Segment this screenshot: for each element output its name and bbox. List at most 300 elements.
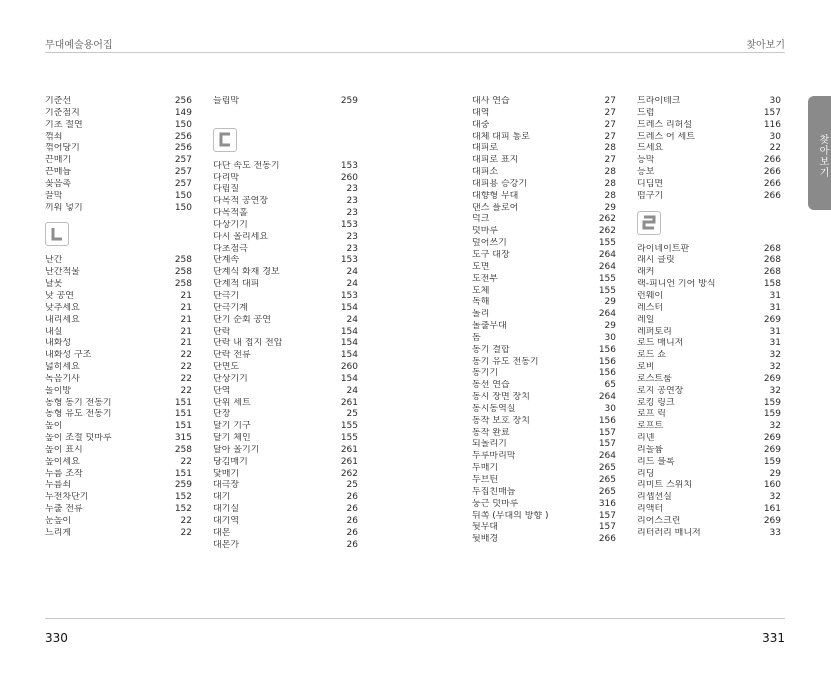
index-term: 리놀륨 [637,444,664,455]
index-page-ref: 264 [598,261,616,272]
index-entry [45,457,192,469]
index-page-ref: 152 [174,504,192,515]
index-term: 리어스크린 [637,516,681,526]
index-entry [637,155,781,167]
header-divider [45,52,785,53]
index-term: 녹음기사 [45,373,80,384]
index-page-ref: 31 [769,290,781,301]
index-entry [637,386,781,398]
index-term: 드레스 리허설 [637,119,693,130]
index-term: 기준선 [45,96,72,106]
index-page-ref: 23 [346,243,358,254]
index-page-ref: 150 [174,202,192,213]
index-entry [213,492,358,504]
index-term: 대피로 [472,143,499,154]
index-page-ref: 151 [174,409,192,420]
section-letter-icon [637,211,661,235]
index-term: 리터러리 매니저 [637,527,701,538]
index-term: 끈매기 [45,155,72,166]
index-entry [45,327,192,339]
index-term: 높이 [45,421,63,432]
index-entry [472,392,616,404]
index-page-ref: 25 [346,409,358,420]
index-term: 리드 블록 [637,456,675,467]
index-entry [637,362,781,374]
side-index-tab-label: 찾아보기 [817,134,828,178]
index-term: 대극장 [213,480,240,491]
index-page-ref: 269 [763,373,781,384]
index-entry [637,267,781,279]
index-entry [472,214,616,226]
index-entry [45,291,192,303]
index-term: 둥근 덧마루 [472,498,519,509]
index-page-ref: 151 [174,397,192,408]
index-entry [637,374,781,386]
index-term: 눈높이 [45,516,72,526]
index-term: 도체 [472,285,490,296]
index-page-ref: 26 [346,504,358,515]
index-entry [472,333,616,345]
index-page-ref: 31 [769,302,781,313]
index-term: 로드 매니저 [637,338,684,349]
index-entry [637,469,781,481]
index-page-ref: 157 [598,439,616,450]
index-term: 높이 표시 [45,444,83,455]
index-term: 끈매듭 [45,167,72,178]
index-page-ref: 156 [598,415,616,426]
index-term: 레일 [637,314,655,325]
index-page-ref: 27 [604,107,616,118]
index-entry [472,463,616,475]
index-page-ref: 155 [340,433,358,444]
index-page-ref: 266 [763,167,781,178]
index-page-ref: 257 [174,155,192,166]
index-entry [45,386,192,398]
index-term: 댄스 플로어 [472,202,519,213]
index-entry [472,428,616,440]
index-term: 동선 연습 [472,380,510,391]
index-page-ref: 158 [763,279,781,290]
index-page-ref: 26 [346,539,358,550]
index-page-ref: 26 [346,492,358,503]
index-page-ref: 262 [598,214,616,225]
index-entry [637,108,781,120]
index-entry [637,457,781,469]
index-page-ref: 265 [598,475,616,485]
index-page-ref: 268 [763,243,781,254]
index-term: 단계속 [213,255,240,266]
index-term: 대기역 [213,516,240,526]
index-entry [213,327,358,339]
index-entry [637,244,781,256]
index-term: 달아 올기기 [213,444,260,455]
index-entry [213,421,358,433]
index-term: 누전차단기 [45,492,89,503]
index-entry [213,173,358,185]
index-page-ref: 269 [763,433,781,444]
index-column-1 [45,96,192,540]
index-term: 등보 [637,167,655,178]
index-entry [213,386,358,398]
index-term: 늘림막 [213,96,240,106]
index-page-ref: 269 [763,314,781,325]
running-header-section-title: 찾아보기 [746,40,785,51]
index-entry [213,338,358,350]
index-entry [45,398,192,410]
index-page-ref: 151 [174,421,192,432]
index-term: 되돌리기 [472,439,507,450]
index-page-ref: 259 [340,96,358,106]
index-entry [213,196,358,208]
index-term: 두매기 [472,463,499,474]
index-entry [637,143,781,155]
index-term: 누름 조작 [45,468,83,479]
index-term: 독해 [472,297,490,308]
index-page-ref: 150 [174,119,192,130]
index-page-ref: 264 [598,451,616,462]
index-page-ref: 156 [598,368,616,379]
index-page-ref: 260 [340,172,358,183]
index-entry [637,191,781,203]
index-term: 리셉션실 [637,492,672,503]
index-entry [472,404,616,416]
index-entry [45,255,192,267]
index-term: 뒷배경 [472,534,499,545]
index-page-ref: 29 [604,297,616,308]
index-term: 놀이방 [45,385,72,396]
index-page-ref: 157 [598,427,616,438]
index-entry [637,350,781,362]
index-page-ref: 116 [763,119,781,130]
index-entry [45,374,192,386]
index-entry [213,315,358,327]
index-term: 로킹 링크 [637,397,675,408]
index-term: 대기 [213,492,231,503]
index-entry [45,409,192,421]
index-term: 다상기기 [213,219,248,230]
index-entry [472,439,616,451]
index-page-ref: 316 [598,498,616,509]
index-page-ref: 24 [346,267,358,278]
index-entry [45,362,192,374]
index-entry [45,96,192,108]
index-term: 두집친매듭 [472,486,516,497]
index-page-ref: 154 [340,326,358,337]
index-page-ref: 30 [604,403,616,414]
index-page-ref: 28 [604,167,616,178]
index-page-ref: 27 [604,155,616,166]
index-entry [472,416,616,428]
index-term: 단극기계 [213,302,248,313]
index-entry [637,96,781,108]
index-page-ref: 23 [346,184,358,195]
index-term: 꽂음촉 [45,178,72,189]
index-term: 누름쇠 [45,480,72,491]
index-page-ref: 24 [346,314,358,325]
index-page-ref: 22 [180,350,192,361]
index-page-ref: 28 [604,143,616,154]
index-entry [45,191,192,203]
index-entry [213,362,358,374]
index-term: 래시 클릿 [637,255,675,266]
running-header-book-title: 무대예술용어집 [45,40,113,51]
index-page-ref: 154 [340,350,358,361]
index-term: 단상기기 [213,373,248,384]
index-page-ref: 31 [769,326,781,337]
index-term: 다초점극 [213,243,248,254]
index-term: 동기기 [472,368,499,379]
index-page-ref: 258 [174,444,192,455]
index-page-ref: 32 [769,421,781,432]
index-entry [637,480,781,492]
index-page-ref: 32 [769,350,781,361]
index-term: 도면 [472,261,490,272]
index-page-ref: 155 [340,421,358,432]
index-entry [472,345,616,357]
index-term: 다림질 [213,184,240,195]
index-entry [637,132,781,144]
index-page-ref: 27 [604,131,616,142]
index-entry [637,255,781,267]
index-page-ref: 256 [174,131,192,142]
index-entry [472,179,616,191]
index-term: 로지 공연장 [637,385,684,396]
index-entry [45,203,192,215]
index-entry [213,255,358,267]
index-term: 다시 올리세요 [213,231,269,242]
index-entry [637,338,781,350]
index-entry [472,108,616,120]
index-entry [45,279,192,291]
index-page-ref: 269 [763,444,781,455]
index-column-4 [637,96,781,540]
index-term: 대향형 무대 [472,190,519,201]
index-term: 날못 [45,279,63,290]
index-entry [472,368,616,380]
index-entry [45,167,192,179]
index-page-ref: 29 [604,321,616,332]
index-term: 대본가 [213,539,240,550]
index-page-ref: 23 [346,196,358,207]
index-page-ref: 157 [763,107,781,118]
index-entry [637,279,781,291]
index-page-ref: 22 [180,456,192,467]
index-term: 단역 [213,385,231,396]
index-page-ref: 159 [763,409,781,420]
index-term: 동작 보호 장치 [472,415,530,426]
index-term: 동시 장면 장치 [472,392,530,403]
index-entry [637,120,781,132]
index-term: 드세요 [637,143,664,154]
index-term: 단장 [213,409,231,420]
index-entry [213,469,358,481]
index-entry [472,357,616,369]
index-page-ref: 23 [346,231,358,242]
index-entry [472,226,616,238]
side-index-tab[interactable] [808,96,831,210]
index-page-ref: 154 [340,302,358,313]
index-entry [472,451,616,463]
index-term: 농형 동기 전동기 [45,397,112,408]
index-entry [637,516,781,528]
index-page-ref: 258 [174,279,192,290]
index-page-ref: 21 [180,338,192,349]
index-entry [637,327,781,339]
index-entry [45,143,192,155]
index-term: 동작 완료 [472,427,510,438]
index-term: 떰구기 [637,190,664,201]
index-page-ref: 27 [604,96,616,106]
index-entry [213,291,358,303]
index-term: 난간적물 [45,267,80,278]
index-page-ref: 24 [346,279,358,290]
index-page-ref: 268 [763,267,781,278]
index-page-ref: 21 [180,326,192,337]
index-term: 내화성 구조 [45,350,92,361]
page-number-right: 331 [762,631,785,645]
index-entry [637,167,781,179]
index-page-ref: 156 [598,356,616,367]
index-term: 낮추세요 [45,302,80,313]
index-page-ref: 256 [174,143,192,154]
index-term: 단면도 [213,362,240,373]
index-term: 느리게 [45,527,72,538]
index-entry [472,155,616,167]
index-page-ref: 154 [340,373,358,384]
index-page-ref: 157 [598,510,616,521]
index-page-ref: 266 [598,534,616,545]
index-term: 도전부 [472,273,499,284]
index-entry [213,303,358,315]
index-page-ref: 27 [604,119,616,130]
index-entry [637,445,781,457]
index-term: 내리세요 [45,314,80,325]
index-term: 달기 기구 [213,421,251,432]
index-entry [213,480,358,492]
index-entry [45,120,192,132]
index-entry [472,167,616,179]
index-page-ref: 22 [769,143,781,154]
index-term: 끌막 [45,190,63,201]
index-page-ref: 153 [340,290,358,301]
index-entry [45,516,192,528]
index-page-ref: 157 [598,522,616,533]
index-entry [213,457,358,469]
index-entry [637,179,781,191]
index-page-ref: 268 [763,255,781,266]
index-entry [472,238,616,250]
index-term: 드럼 [637,107,655,118]
index-page-ref: 269 [763,516,781,526]
index-term: 리액터 [637,504,664,515]
index-page-ref: 33 [769,527,781,538]
index-page-ref: 257 [174,178,192,189]
index-entry [637,409,781,421]
index-term: 런웨이 [637,290,664,301]
index-page-ref: 264 [598,392,616,403]
index-term: 단위 세트 [213,397,251,408]
index-term: 대역 [472,107,490,118]
index-page-ref: 31 [769,338,781,349]
index-page-ref: 23 [346,208,358,219]
index-term: 끼워 넣기 [45,202,83,213]
index-entry [213,96,358,108]
index-entry [472,203,616,215]
index-term: 대피소 [472,167,499,178]
index-term: 로프트 [637,421,664,432]
index-entry [213,445,358,457]
index-entry [472,274,616,286]
index-entry [637,303,781,315]
index-page-ref: 29 [604,202,616,213]
index-entry [45,480,192,492]
index-term: 기준점지 [45,107,80,118]
index-page-ref: 21 [180,290,192,301]
index-term: 대기실 [213,504,240,515]
index-entry [45,338,192,350]
index-page-ref: 258 [174,267,192,278]
index-page-ref: 159 [763,397,781,408]
index-entry [45,179,192,191]
index-page-ref: 153 [340,219,358,230]
index-page-ref: 149 [174,107,192,118]
index-entry [472,522,616,534]
index-term: 단기 순회 공연 [213,314,271,325]
index-entry [213,433,358,445]
index-term: 동시동역실 [472,403,516,414]
index-entry [472,262,616,274]
index-term: 당김매기 [213,456,248,467]
index-entry [213,267,358,279]
index-entry [213,208,358,220]
index-entry [213,398,358,410]
index-entry [213,409,358,421]
index-page-ref: 21 [180,314,192,325]
index-entry [472,309,616,321]
index-term: 농형 유도 전동기 [45,409,112,420]
index-page-ref: 21 [180,302,192,313]
index-entry [213,516,358,528]
index-term: 랙-피니언 기어 방식 [637,279,716,290]
index-entry [637,528,781,540]
index-entry [45,350,192,362]
index-term: 로드 쇼 [637,350,666,361]
index-page-ref: 26 [346,527,358,538]
index-entry [213,184,358,196]
index-page-ref: 152 [174,492,192,503]
index-term: 높이 조절 덧마루 [45,433,112,444]
index-term: 단극기 [213,290,240,301]
index-term: 대사 연습 [472,96,510,106]
index-entry [45,469,192,481]
index-entry [472,475,616,487]
index-term: 다목적 공연장 [213,196,269,207]
index-page-ref: 265 [598,463,616,474]
index-entry [45,155,192,167]
index-page-ref: 153 [340,160,358,171]
index-page-ref: 264 [598,249,616,260]
index-entry [45,267,192,279]
index-entry [45,528,192,540]
index-term: 높이세요 [45,456,80,467]
index-term: 리딩 [637,468,655,479]
index-term: 동기 결합 [472,344,510,355]
index-term: 다목적홀 [213,208,248,219]
index-entry [472,120,616,132]
index-term: 단락 전류 [213,350,251,361]
index-page-ref: 32 [769,385,781,396]
index-term: 다리막 [213,172,240,183]
